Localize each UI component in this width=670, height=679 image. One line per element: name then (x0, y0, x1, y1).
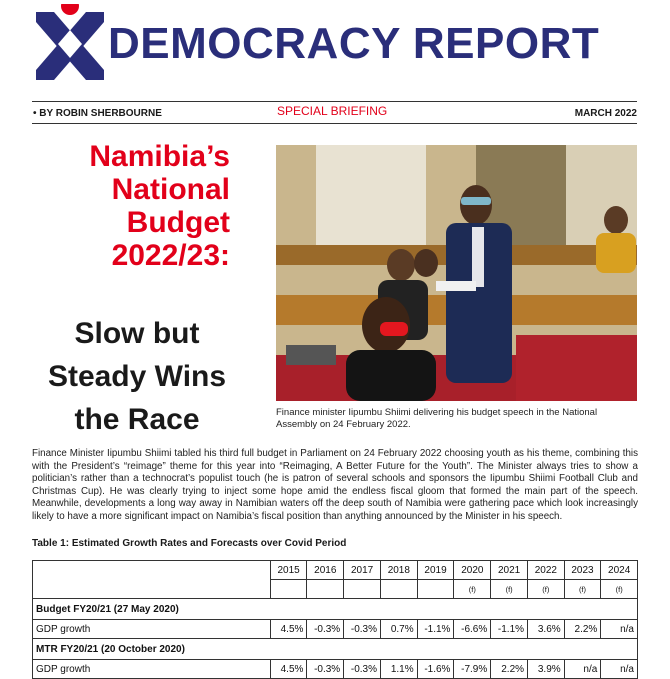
year-header: 2019 (417, 561, 454, 580)
table-corner-cell (33, 561, 271, 599)
parliament-photo (276, 145, 637, 401)
forecast-mark: (f) (528, 580, 565, 599)
forecast-mark (307, 580, 344, 599)
year-header: 2023 (564, 561, 601, 580)
table-cell: 2.2% (564, 620, 601, 639)
table-cell: 4.5% (270, 660, 307, 679)
democracy-report-logo-icon (32, 4, 108, 80)
forecast-mark: (f) (564, 580, 601, 599)
byline-author: • BY ROBIN SHERBOURNE (33, 108, 162, 119)
year-header: 2017 (344, 561, 381, 580)
table-cell: -6.6% (454, 620, 491, 639)
growth-rates-table (32, 560, 638, 679)
byline-section: SPECIAL BRIEFING (277, 104, 388, 118)
table-cell: n/a (601, 620, 638, 639)
table-cell: 4.5% (270, 620, 307, 639)
table-section-row (33, 599, 638, 620)
table-cell: -0.3% (344, 620, 381, 639)
table-row (33, 660, 638, 679)
byline-date: MARCH 2022 (574, 108, 637, 119)
table-cell: -0.3% (307, 660, 344, 679)
forecast-mark: (f) (491, 580, 528, 599)
forecast-mark (381, 580, 418, 599)
photo-illustration (276, 145, 637, 401)
table-cell: -1.6% (417, 660, 454, 679)
table-cell: -1.1% (491, 620, 528, 639)
forecast-mark (344, 580, 381, 599)
year-header: 2018 (381, 561, 418, 580)
table-header-row (33, 561, 638, 580)
headline-line: Steady Wins (47, 360, 227, 393)
table-row (33, 620, 638, 639)
headline-line: Namibia’s (89, 140, 230, 173)
table-cell: -0.3% (344, 660, 381, 679)
forecast-mark: (f) (454, 580, 491, 599)
body-paragraph: Finance Minister Iipumbu Shiimi tabled his third full budget in Parliament on 24 February 2022 choosing youth as his theme, combining this with the President’s “reimage” theme for this year into “Reimaging, A Better Future for the Youth”. The Minister always tries to show a politician’s rather than a technocrat’s populist touch (he is patron of several schools and sponsors the Iipumbu Shiimi Football Club and Christmas Cup). He was clearly trying to inject some hope amid the endless fiscal gloom that formed the main part of the speech. Meanwhile, developments a long way away in Namibian waters off the deep south of Namibia were gathering pace which look increasingly likely to have a more significant impact on Namibia’s fiscal position than anything announced by the Minister in his speech. (32, 448, 638, 522)
table-cell: -1.1% (417, 620, 454, 639)
photo-caption: Finance minister Iipumbu Shiimi delivering his budget speech in the National Assembly on 24 February 2022. (276, 407, 598, 430)
table-section-row (33, 639, 638, 660)
table-cell: 2.2% (491, 660, 528, 679)
row-label: GDP growth (33, 660, 271, 679)
section-title: MTR FY20/21 (20 October 2020) (33, 639, 638, 660)
headline-line: National (111, 173, 230, 206)
masthead (32, 4, 642, 86)
byline-rule (32, 123, 637, 124)
year-header: 2020 (454, 561, 491, 580)
year-header: 2021 (491, 561, 528, 580)
row-label: GDP growth (33, 620, 271, 639)
table-cell: n/a (564, 660, 601, 679)
headline-sub (32, 312, 242, 441)
headline-line: Slow but (74, 317, 200, 350)
masthead-title: DEMOCRACY REPORT (108, 19, 600, 68)
forecast-mark: (f) (601, 580, 638, 599)
year-header: 2016 (307, 561, 344, 580)
table-cell: 3.9% (528, 660, 565, 679)
table-title: Table 1: Estimated Growth Rates and Forecasts over Covid Period (32, 538, 347, 549)
forecast-mark (270, 580, 307, 599)
year-header: 2022 (528, 561, 565, 580)
table-cell: -0.3% (307, 620, 344, 639)
table-cell: 0.7% (381, 620, 418, 639)
section-title: Budget FY20/21 (27 May 2020) (33, 599, 638, 620)
year-header: 2024 (601, 561, 638, 580)
table-cell: 3.6% (528, 620, 565, 639)
top-rule (32, 101, 637, 102)
headline-line: Budget (126, 206, 230, 239)
headline-main (32, 140, 230, 272)
forecast-mark (417, 580, 454, 599)
year-header: 2015 (270, 561, 307, 580)
table-cell: 1.1% (381, 660, 418, 679)
table-cell: n/a (601, 660, 638, 679)
headline-line: 2022/23: (111, 239, 230, 272)
headline-line: the Race (74, 403, 200, 436)
table-cell: -7.9% (454, 660, 491, 679)
